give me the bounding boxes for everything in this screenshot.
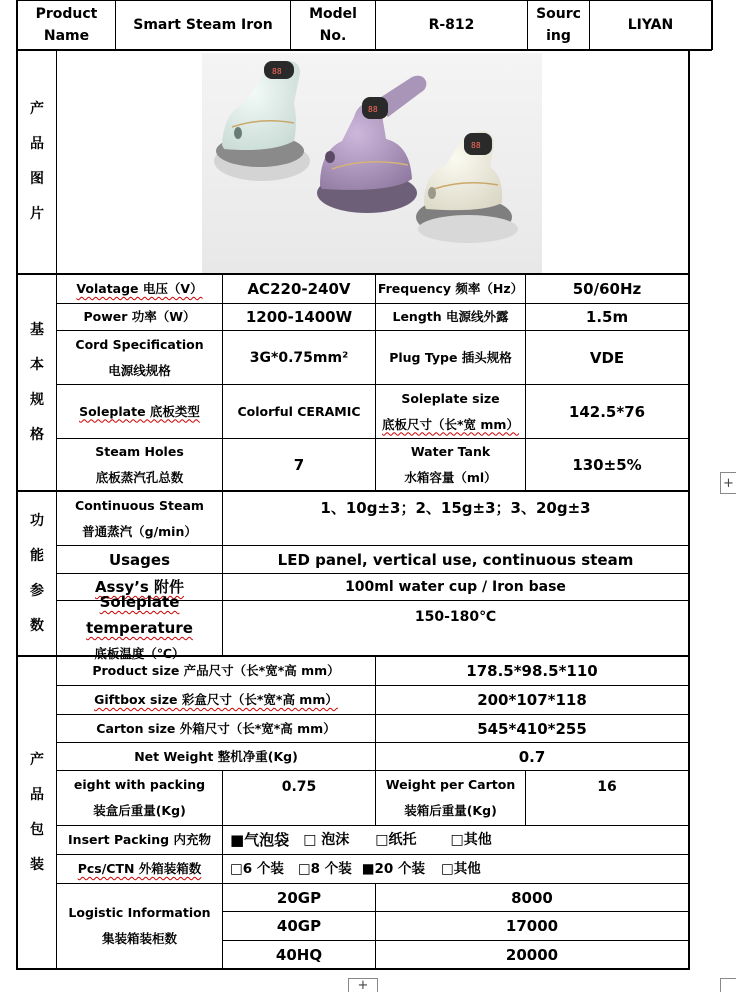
label-char: 格 <box>30 426 44 443</box>
label-char: 参 <box>30 582 44 599</box>
cord-label-cn: 电源线规格 <box>108 362 171 378</box>
water-tank-value: 130±5% <box>572 455 642 474</box>
label-char: 产 <box>30 751 44 768</box>
soleplate-type-label <box>57 385 222 438</box>
pcs-option-20[interactable]: ■20 个装 <box>361 861 425 877</box>
pcs-ctn-label <box>57 855 222 883</box>
product-name-label: Product Name <box>35 6 98 44</box>
carton-size-value: 545*410*255 <box>477 719 587 738</box>
svg-text:88: 88 <box>471 141 481 150</box>
carton-size-label: Carton size 外箱尺寸（长*宽*高 mm） <box>96 720 336 736</box>
continuous-steam-value: 1、10g±3；2、15g±3；3、20g±3 <box>320 499 591 517</box>
insert-option-other[interactable]: □其他 <box>450 832 492 848</box>
logistic-label-en: Logistic Information <box>68 905 211 920</box>
logistic-container-40gp: 40GP <box>276 917 322 935</box>
giftbox-size-value: 200*107*118 <box>477 691 587 709</box>
steam-holes-value: 7 <box>293 455 305 474</box>
soleplate-size-value: 142.5*76 <box>568 402 646 421</box>
giftbox-size-label-text: Giftbox size 彩盒尺寸（长*宽*高 mm） <box>94 692 338 707</box>
pcs-option-6[interactable]: □6 个装 <box>230 861 284 877</box>
packed-weight-label-en: eight with packing <box>73 777 206 792</box>
cord-label <box>57 331 222 384</box>
svg-text:88: 88 <box>368 105 378 114</box>
water-tank-label-en: Water Tank <box>410 443 491 459</box>
voltage-label <box>57 275 222 303</box>
cord-value: 3G*0.75mm² <box>249 349 349 366</box>
packaging-label <box>18 657 56 968</box>
table-resize-handle[interactable] <box>720 978 736 992</box>
soleplate-type-value: Colorful CERAMIC <box>237 403 361 419</box>
usages-value: LED panel, vertical use, continuous steam <box>277 550 634 569</box>
rule <box>16 968 690 970</box>
product-name-value: Smart Steam Iron <box>133 17 273 33</box>
power-label: Power 功率（W） <box>83 309 196 324</box>
rule <box>688 50 690 970</box>
continuous-steam-label-en: Continuous Steam <box>75 497 204 513</box>
add-column-button[interactable]: + <box>720 472 736 494</box>
soleplate-temp-label-cn: 底板温度（℃） <box>94 646 185 661</box>
insert-option-paper-tray[interactable]: □纸托 <box>375 832 417 848</box>
label-char: 品 <box>30 136 44 152</box>
label-char: 数 <box>30 617 44 634</box>
net-weight-label: Net Weight 整机净重(Kg) <box>134 748 298 764</box>
product-photo <box>202 53 542 273</box>
soleplate-size-label <box>376 385 525 438</box>
packed-weight-label-cn: 装盒后重量(Kg) <box>93 803 186 818</box>
carton-weight-label <box>376 771 525 825</box>
giftbox-size-label <box>57 686 375 714</box>
water-tank-label <box>376 439 525 490</box>
insert-packing-options <box>230 826 670 854</box>
logistic-label <box>57 884 222 968</box>
pcs-option-other[interactable]: □其他 <box>440 861 481 877</box>
photo-section-label <box>18 51 56 273</box>
frequency-value: 50/60Hz <box>572 280 642 298</box>
label-char: 基 <box>30 321 44 338</box>
add-row-button[interactable]: + <box>348 978 378 992</box>
label-char: 包 <box>30 821 44 838</box>
model-value: R-812 <box>428 17 475 33</box>
voltage-label-text: Volatage 电压（V） <box>76 281 203 296</box>
soleplate-temp-label <box>57 593 222 661</box>
packed-weight-value: 0.75 <box>281 779 317 795</box>
soleplate-type-label-text: Soleplate 底板类型 <box>79 403 200 419</box>
label-char: 图 <box>30 171 44 187</box>
pcs-ctn-label-text: Pcs/CTN 外箱装箱数 <box>77 861 202 876</box>
assy-value: 100ml water cup / Iron base <box>345 579 566 595</box>
usages-label: Usages <box>108 550 171 569</box>
steam-holes-label-en: Steam Holes <box>95 443 184 459</box>
insert-option-bubble[interactable]: ■气泡袋 <box>230 831 290 849</box>
sourcing-label: Sourcing <box>536 6 581 44</box>
soleplate-size-label-en: Soleplate size <box>401 390 500 406</box>
carton-weight-value: 16 <box>597 779 617 795</box>
pcs-option-8[interactable]: □8 个装 <box>297 861 352 877</box>
basic-spec-label <box>18 275 56 490</box>
rule <box>711 0 713 50</box>
label-char: 本 <box>30 356 44 373</box>
product-size-value: 178.5*98.5*110 <box>466 662 598 680</box>
continuous-steam-label <box>57 492 222 545</box>
logistic-qty-40gp: 17000 <box>505 917 559 935</box>
assy-label-text: Assy’s 附件 <box>94 578 185 596</box>
model-label: Model No. <box>309 6 357 44</box>
sourcing-value: LIYAN <box>627 17 674 33</box>
label-char: 规 <box>30 391 44 408</box>
function-params-label <box>18 492 56 655</box>
label-char: 装 <box>30 856 44 873</box>
continuous-steam-label-cn: 普通蒸汽（g/min） <box>82 523 197 539</box>
net-weight-value: 0.7 <box>518 747 546 766</box>
length-label: Length 电源线外露 <box>392 309 509 324</box>
plug-label: Plug Type 插头规格 <box>389 349 512 365</box>
insert-option-foam[interactable]: □ 泡沫 <box>303 832 350 848</box>
label-char: 能 <box>30 547 44 564</box>
label-char: 品 <box>30 786 44 803</box>
steam-holes-label <box>57 439 222 490</box>
soleplate-temp-label-en: Soleplate temperature <box>86 593 193 637</box>
logistic-qty-40hq: 20000 <box>505 945 559 964</box>
soleplate-temp-value: 150-180℃ <box>414 609 497 625</box>
voltage-value: AC220-240V <box>247 280 351 298</box>
pcs-ctn-options <box>230 855 670 883</box>
svg-text:88: 88 <box>272 67 282 76</box>
carton-weight-label-en: Weight per Carton <box>385 777 516 792</box>
label-char: 产 <box>30 101 44 117</box>
plug-value: VDE <box>589 348 625 367</box>
steam-holes-label-cn: 底板蒸汽孔总数 <box>95 469 184 485</box>
label-char: 片 <box>30 206 44 222</box>
rule <box>16 49 712 51</box>
carton-weight-label-cn: 装箱后重量(Kg) <box>404 803 497 818</box>
logistic-label-cn: 集装箱装柜数 <box>101 931 177 946</box>
power-value: 1200-1400W <box>245 308 353 326</box>
insert-packing-label: Insert Packing 内充物 <box>68 832 211 847</box>
product-size-label: Product size 产品尺寸（长*宽*高 mm） <box>92 663 340 678</box>
logistic-container-40hq: 40HQ <box>275 945 323 964</box>
length-value: 1.5m <box>585 308 629 326</box>
soleplate-size-label-cn: 底板尺寸（长*宽 mm） <box>382 416 519 432</box>
logistic-container-20gp: 20GP <box>276 888 322 907</box>
packed-weight-label <box>57 771 222 825</box>
label-char: 功 <box>30 512 44 529</box>
water-tank-label-cn: 水箱容量（ml） <box>404 469 497 485</box>
cord-label-en: Cord Specification <box>75 336 204 352</box>
logistic-qty-20gp: 8000 <box>511 888 553 907</box>
frequency-label: Frequency 频率（Hz） <box>377 281 524 296</box>
